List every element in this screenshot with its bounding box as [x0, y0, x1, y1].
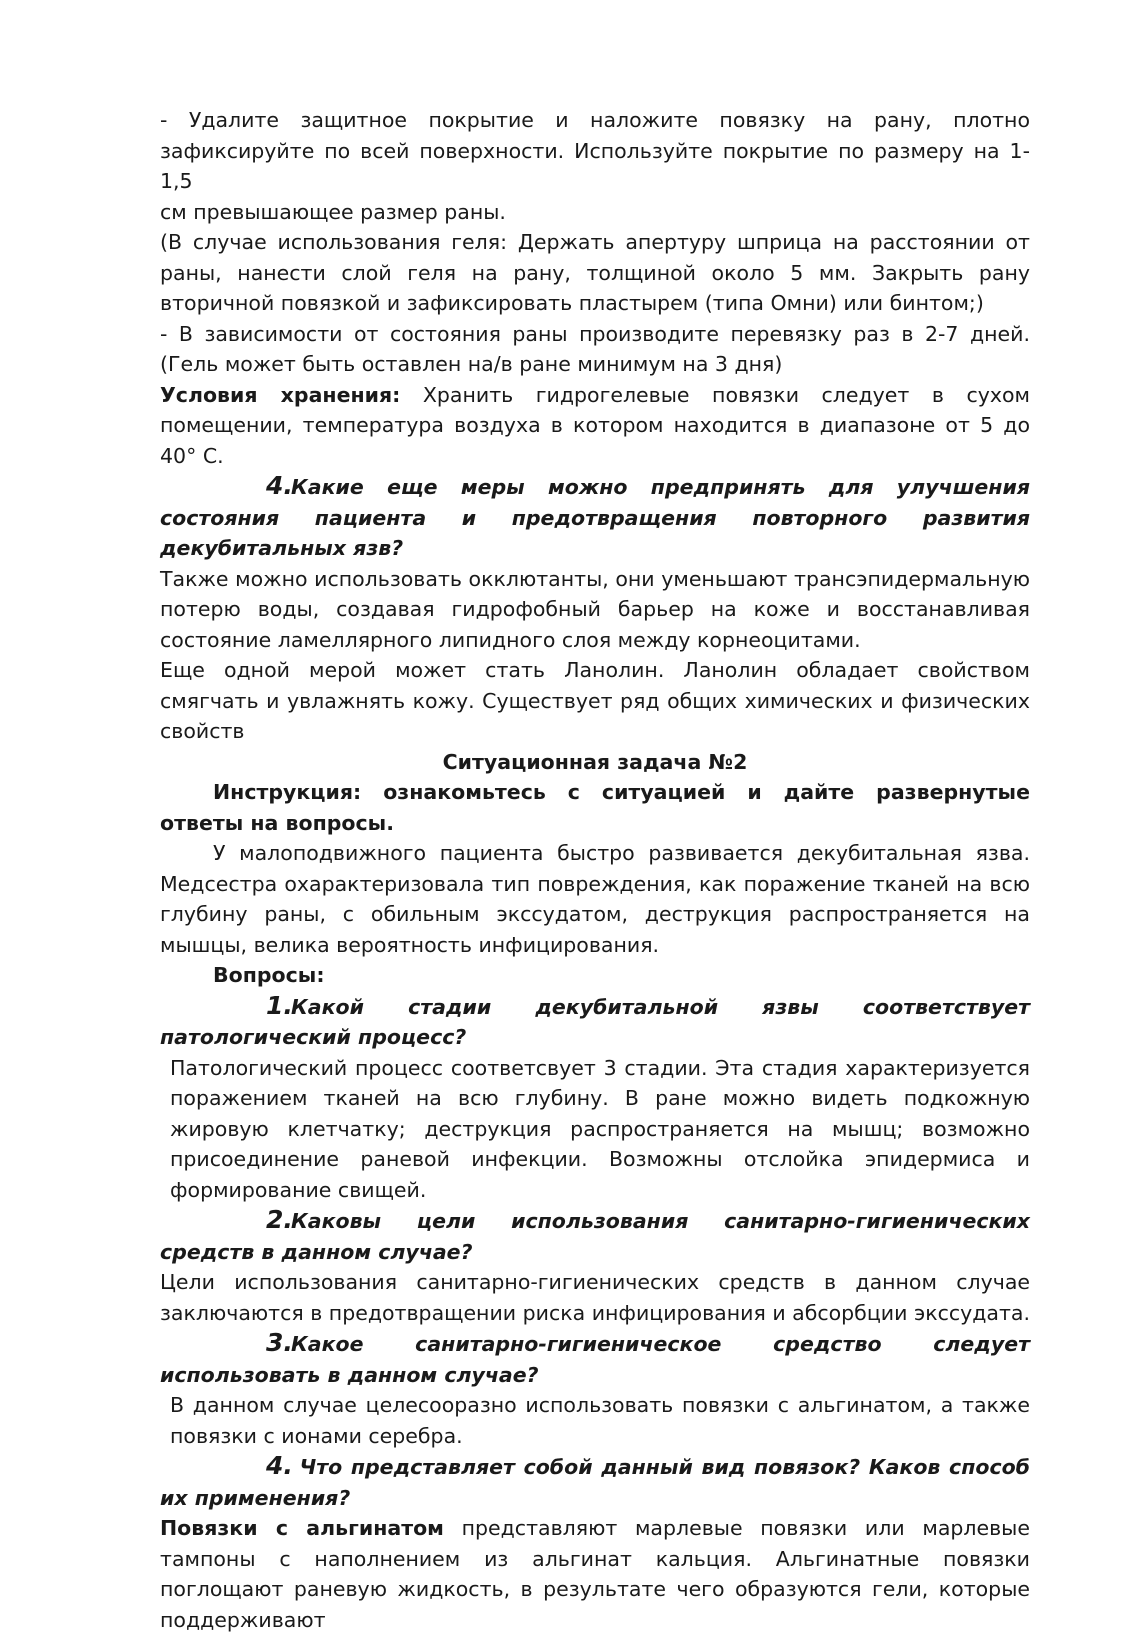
question-text: Что представляет собой данный вид повязок? Каков способ их применения? — [160, 1455, 1030, 1510]
question-number: 2. — [266, 1205, 293, 1234]
answer-2: Цели использования санитарно-гигиенических средств в данном случае заключаются в предотвращении риска инфицирования и абсорбции экссудата. — [160, 1270, 1031, 1325]
question-number: 4. — [266, 1451, 293, 1480]
paragraph-remove-cover-line1: - Удалите защитное покрытие и наложите повязку на рану, плотно — [160, 108, 1030, 132]
paragraph-dressing-frequency: - В зависимости от состояния раны производите перевязку раз в 2-7 дней. (Гель может быть оставлен на/в ране минимум на 3 дня) — [160, 321, 1030, 376]
paragraph-remove-cover-line2: зафиксируйте по всей поверхности. Используйте покрытие по размеру на 1-1,5 — [160, 138, 1030, 193]
task-instruction-text: Инструкция: ознакомьтесь с ситуацией и дайте развернутые ответы на вопросы. — [160, 780, 1030, 835]
question-1 — [160, 991, 1030, 1053]
document-body — [160, 105, 1030, 1635]
task-instruction — [160, 777, 1030, 838]
answer-4-prev-part2: Еще одной мерой может стать Ланолин. Ланолин обладает свойством смягчать и увлажнять кожу. Существует ряд общих химических и физических свойств — [160, 658, 1030, 743]
answer-4-prev-part1: Также можно использовать окклютанты, они уменьшают трансэпидермальную потерю воды, создавая гидрофобный барьер на коже и восстанавливая состояние ламеллярного липидного слоя между корнеоцитами. — [160, 566, 1030, 652]
task-title — [160, 747, 1030, 778]
question-number: 3. — [266, 1328, 293, 1357]
storage-label: Условия хранения: — [160, 382, 401, 407]
paragraph-gel-usage: (В случае использования геля: Держать апертуру шприца на расстоянии от раны, нанести слой геля на рану, толщиной около 5 мм. Закрыть рану вторичной повязкой и зафиксировать пластырем (типа Омни) или бинтом;) — [160, 230, 1030, 315]
question-text: Какой стадии декубитальной язвы соответствует патологический процесс? — [160, 994, 1030, 1049]
question-number: 4. — [266, 471, 293, 500]
question-3 — [160, 1328, 1030, 1390]
answer-3: В данном случае целесооразно использовать повязки с альгинатом, а также повязки с ионами серебра. — [170, 1393, 1030, 1448]
question-4-prev — [160, 471, 1030, 564]
paragraph-storage — [160, 380, 1030, 472]
question-text: Какие еще меры можно предпринять для улучшения состояния пациента и предотвращения повторного развития декубитальных язв? — [160, 475, 1030, 560]
questions-label-text: Вопросы: — [213, 963, 325, 987]
task-title-text: Ситуационная задача №2 — [442, 749, 748, 774]
question-4 — [160, 1451, 1030, 1513]
answer-4-text: представляют марлевые повязки или марлевые тампоны с наполнением из альгинат кальция. Альгинатные повязки поглощают раневую жидкость, в результате чего образуются гели, которые поддерживают — [160, 1516, 1030, 1632]
answer-4 — [160, 1513, 1030, 1635]
questions-label — [160, 960, 1030, 991]
answer-4-label: Повязки с альгинатом — [160, 1516, 444, 1540]
question-number: 1. — [266, 990, 293, 1020]
task-case: У малоподвижного пациента быстро развивается декубитальная язва. Медсестра охарактеризовала тип повреждения, как поражение тканей на всю глубину раны, с обильным экссудатом, деструкция распространяется на мышцы, велика вероятность инфицирования. — [160, 841, 1030, 957]
storage-text: Хранить гидрогелевые повязки следует в сухом помещении, температура воздуха в котором находится в диапазоне от 5 до 40° С. — [160, 382, 1030, 468]
question-text: Каковы цели использования санитарно-гигиенических средств в данном случае? — [160, 1209, 1030, 1264]
question-2 — [160, 1205, 1030, 1267]
question-text: Какое санитарно-гигиеническое средство следует использовать в данном случае? — [160, 1332, 1030, 1387]
paragraph-remove-cover-line3: см превышающее размер раны. — [160, 199, 506, 224]
answer-1: Патологический процесс соответсвует 3 стадии. Эта стадия характеризуется поражением тканей на всю глубину. В ране можно видеть подкожную жировую клетчатку; деструкция распространяется на мышц; возможно присоединение раневой инфекции. Возможны отслойка эпидермиса и формирование свищей. — [170, 1055, 1030, 1202]
